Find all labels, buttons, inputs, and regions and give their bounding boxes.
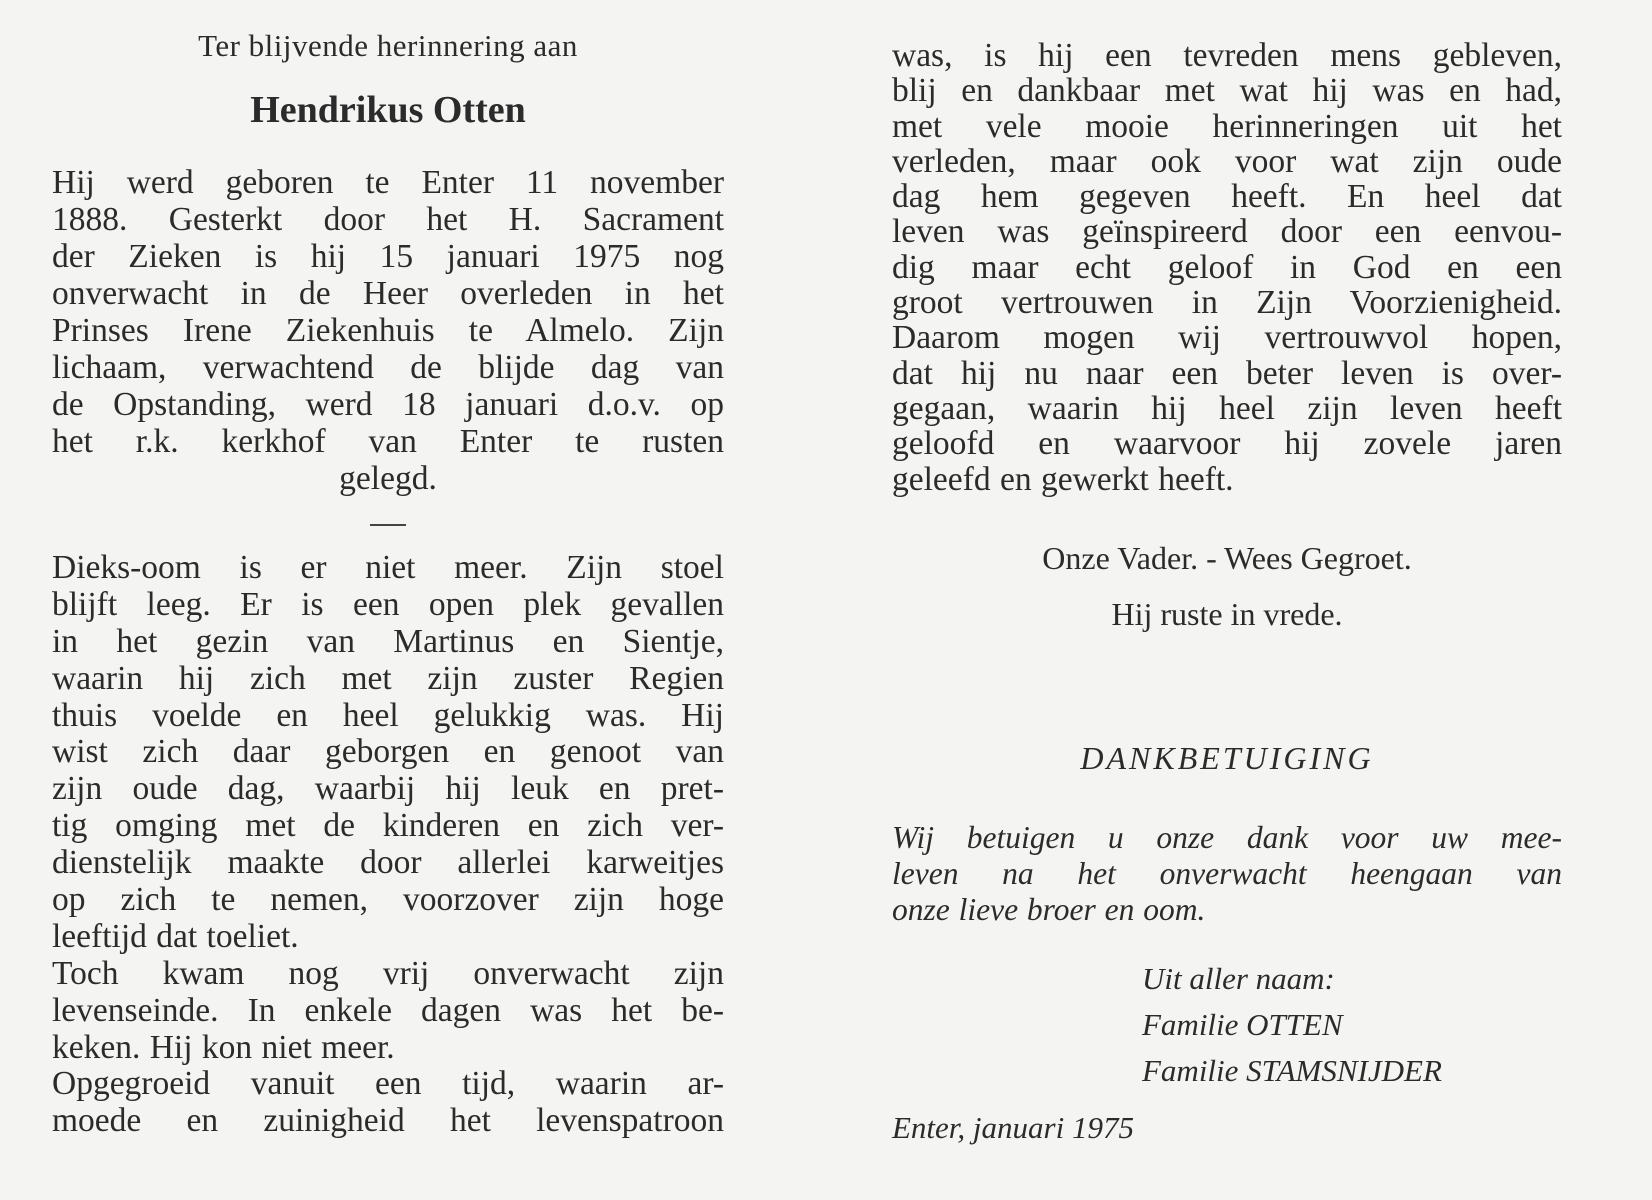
text-line: levenseinde. In enkele dagen was het be- (52, 991, 724, 1029)
text-line: Toch kwam nog vrij onverwacht zijn (52, 954, 724, 992)
text-line: thuis voelde en heel gelukkig was. Hij (52, 696, 724, 734)
text-line: blij en dankbaar met wat hij was en had, (892, 72, 1562, 110)
prayer-line: Onze Vader. - Wees Gegroet. (1042, 540, 1412, 576)
text-line: Opgegroeid vanuit een tijd, waarin ar- (52, 1065, 724, 1103)
text-line: moede en zuinigheid het levenspatroon (52, 1102, 724, 1140)
text-line: tig omging met de kinderen en zich ver- (52, 807, 724, 845)
text-line: groot vertrouwen in Zijn Voorzienigheid. (892, 284, 1562, 322)
text-line: lichaam, verwachtend de blijde dag van (52, 349, 724, 386)
text-line: zijn oude dag, waarbij hij leuk en pret- (52, 770, 724, 808)
text-line: keken. Hij kon niet meer. (52, 1028, 395, 1066)
biography-paragraph (52, 164, 724, 497)
text-line: het r.k. kerkhof van Enter te rusten (52, 423, 724, 460)
continuation-paragraph (892, 38, 1562, 497)
text-line: Daarom mogen wij vertrouwvol hopen, (892, 319, 1562, 357)
text-line: Dieks-oom is er niet meer. Zijn stoel (52, 549, 724, 586)
intro-text: Ter blijvende herinnering aan (198, 28, 578, 63)
text-line: leven na het onverwacht heengaan van (892, 856, 1562, 891)
text-line: met vele mooie herinneringen uit het (892, 107, 1562, 145)
rest-in-peace-line: Hij ruste in vrede. (1111, 596, 1343, 632)
signature-intro: Uit aller naam: (1142, 961, 1335, 996)
text-line: was, is hij een tevreden mens gebleven, (892, 37, 1562, 74)
text-line: Wij betuigen u onze dank voor uw mee- (892, 820, 1562, 855)
text-line: onverwacht in de Heer overleden in het (52, 275, 724, 312)
text-line: geloofd en waarvoor hij zovele jaren (892, 425, 1562, 463)
text-line: verleden, maar ook voor wat zijn oude (892, 142, 1562, 180)
signature-family-otten: Familie OTTEN (1142, 1007, 1343, 1042)
text-line: in het gezin van Martinus en Sientje, (52, 622, 724, 660)
text-line: 1888. Gesterkt door het H. Sacrament (52, 201, 724, 238)
text-line: dig maar echt geloof in God en een (892, 248, 1562, 286)
text-line: der Zieken is hij 15 januari 1975 nog (52, 238, 724, 275)
text-line: gegaan, waarin hij heel zijn leven heeft (892, 389, 1562, 427)
deceased-name: Hendrikus Otten (250, 89, 526, 131)
text-line: wist zich daar geborgen en genoot van (52, 733, 724, 771)
text-line: waarin hij zich met zijn zuster Regien (52, 659, 724, 697)
text-line: blijft leeg. Er is een open plek gevallen (52, 585, 724, 623)
text-line: Prinses Irene Ziekenhuis te Almelo. Zijn (52, 312, 724, 349)
text-line: op zich te nemen, voorzover zijn hoge (52, 881, 724, 919)
text-line: leeftijd dat toeliet. (52, 917, 299, 955)
text-line: geleefd en gewerkt heeft. (892, 460, 1234, 498)
text-line: gelegd. (339, 460, 437, 497)
signature-family-stamsnijder: Familie STAMSNIJDER (1142, 1053, 1442, 1088)
text-line: leven was geïnspireerd door een eenvou- (892, 213, 1562, 251)
thanks-paragraph (892, 820, 1562, 928)
text-line: dat hij nu naar een beter leven is over- (892, 354, 1562, 392)
text-line: dienstelijk maakte door allerlei karweitjes (52, 844, 724, 882)
thanks-heading: DANKBETUIGING (1080, 740, 1374, 776)
remembrance-paragraph (52, 550, 724, 1140)
divider (370, 524, 406, 526)
text-line: Hij werd geboren te Enter 11 november (52, 164, 724, 201)
text-line: dag hem gegeven heeft. En heel dat (892, 178, 1562, 216)
place-date: Enter, januari 1975 (892, 1110, 1134, 1145)
text-line: de Opstanding, werd 18 januari d.o.v. op (52, 386, 724, 423)
text-line: onze lieve broer en oom. (892, 892, 1206, 927)
